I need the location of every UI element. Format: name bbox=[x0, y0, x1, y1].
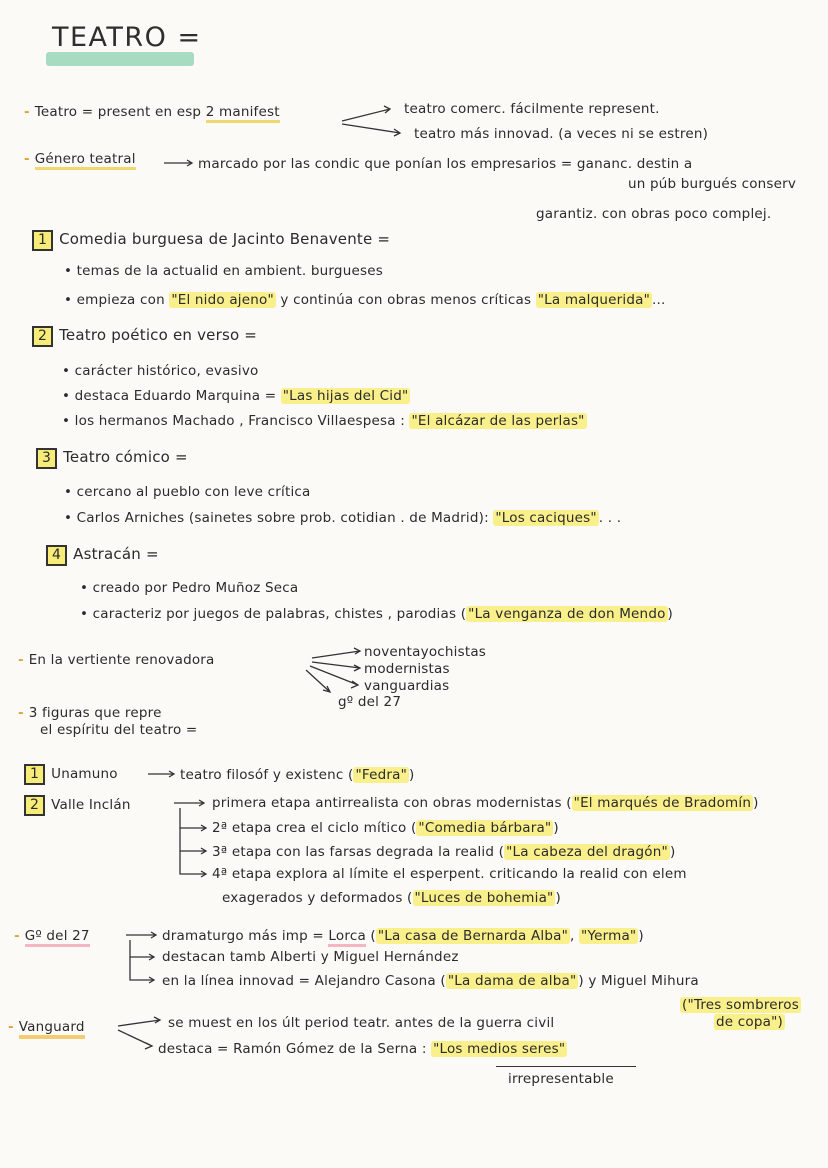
highlight-title: "La cabeza del dragón" bbox=[506, 844, 668, 860]
highlight-title: "Los medios seres" bbox=[433, 1041, 566, 1057]
highlight-title: "El nido ajeno" bbox=[171, 292, 274, 308]
figure-number: 2 bbox=[24, 795, 45, 816]
list-item: • caracteriz por juegos de palabras, chistes , parodias ( "La venganza de don Mendo ) bbox=[80, 606, 673, 623]
arrow bbox=[180, 808, 206, 831]
renov-option: modernistas bbox=[364, 661, 450, 677]
highlight-title: "La venganza de don Mendo bbox=[468, 606, 666, 622]
renov-option: vanguardias bbox=[364, 678, 450, 694]
highlight-title: "Luces de bohemia" bbox=[414, 890, 554, 906]
highlight-title: "Fedra" bbox=[355, 767, 408, 783]
branch-innovative: teatro más innovad. (a veces ni se estren) bbox=[414, 126, 709, 142]
arrow bbox=[174, 800, 204, 806]
vanguard-label: - Vanguard bbox=[8, 1019, 85, 1036]
dash-bullet: - bbox=[24, 104, 35, 120]
arrow bbox=[130, 940, 154, 960]
page-title: TEATRO = bbox=[52, 22, 202, 53]
figure-valle-inclan: 2 Valle Inclán bbox=[24, 795, 131, 816]
section-2-heading bbox=[32, 326, 257, 347]
arrow bbox=[306, 670, 330, 692]
arrow bbox=[118, 1030, 152, 1049]
title-highlight bbox=[46, 52, 194, 66]
figure-unamuno: 1 Unamuno bbox=[24, 764, 118, 785]
arrow bbox=[118, 1017, 160, 1026]
list-item: • los hermanos Machado , Francisco Villaespesa : "El alcázar de las perlas" bbox=[62, 413, 587, 430]
list-item: • empieza con "El nido ajeno" y continúa con obras menos críticas "La malquerida" ... bbox=[64, 292, 665, 309]
section-number: 2 bbox=[32, 326, 53, 347]
highlight-title: "La dama de alba" bbox=[447, 973, 577, 989]
g27-line-1: dramaturgo más imp = Lorca ( "La casa de Bernarda Alba" , "Yerma" ) bbox=[162, 928, 644, 945]
arrow bbox=[312, 662, 360, 671]
branch-commercial: teatro comerc. fácilmente represent. bbox=[404, 101, 660, 117]
section-4-heading bbox=[46, 545, 159, 566]
intro-line-2 bbox=[24, 151, 136, 168]
stage-4: 4ª etapa explora al límite el esperpent. criticando la realid con elem bbox=[212, 866, 687, 882]
arrow bbox=[312, 648, 360, 658]
list-item: • creado por Pedro Muñoz Seca bbox=[80, 580, 298, 597]
arrow bbox=[130, 957, 154, 983]
section-title: Teatro poético en verso = bbox=[59, 326, 258, 344]
divider bbox=[496, 1066, 636, 1067]
section-title: Comedia burguesa de Jacinto Benavente = bbox=[59, 230, 391, 248]
section-number: 1 bbox=[32, 230, 53, 251]
section-1-heading bbox=[32, 230, 390, 251]
vanguard-line-2: destaca = Ramón Gómez de la Serna : "Los medios seres" bbox=[158, 1041, 566, 1057]
intro-text: Teatro = present en esp bbox=[34, 104, 202, 120]
intro-manifest: 2 manifest bbox=[206, 104, 280, 123]
list-item: • temas de la actualid en ambient. burgueses bbox=[64, 263, 383, 280]
unamuno-text: teatro filosóf y existenc ( "Fedra" ) bbox=[180, 767, 415, 783]
arrow bbox=[342, 106, 390, 121]
highlight-title: "La malquerida" bbox=[537, 292, 650, 308]
highlight-title: "Las hijas del Cid" bbox=[282, 388, 409, 404]
list-item: • carácter histórico, evasivo bbox=[62, 363, 259, 380]
renovadora-label: - En la vertiente renovadora bbox=[18, 652, 215, 668]
highlight-title: "Yerma" bbox=[581, 928, 637, 944]
section-title: Astracán = bbox=[73, 545, 159, 563]
list-item: • Carlos Arniches (sainetes sobre prob. cotidian . de Madrid): "Los caciques" . . . bbox=[64, 510, 621, 527]
genero-text: marcado por las condic que ponían los empresarios = gananc. destin a bbox=[198, 156, 693, 172]
g27-line-2: destacan tamb Alberti y Miguel Hernández bbox=[162, 949, 459, 965]
mihura-work-1: ("Tres sombreros bbox=[682, 997, 799, 1013]
highlight-title: "El alcázar de las perlas" bbox=[411, 413, 585, 429]
dash-bullet: - bbox=[24, 151, 35, 167]
arrow bbox=[180, 828, 206, 854]
arrow bbox=[164, 160, 192, 166]
intro-line-1 bbox=[24, 104, 280, 121]
figuras-line-1: - 3 figuras que repre bbox=[18, 705, 162, 721]
genero-text-2: un púb burgués conserv bbox=[628, 176, 797, 192]
stage-3: 3ª etapa con las farsas degrada la realid ( "La cabeza del dragón" ) bbox=[212, 844, 676, 860]
section-number: 4 bbox=[46, 545, 67, 566]
vanguard-line-1: se muest en los últ period teatr. antes de la guerra civil bbox=[168, 1015, 555, 1031]
vanguard-line-3: irrepresentable bbox=[508, 1071, 614, 1087]
highlight-title: "Los caciques" bbox=[495, 510, 597, 526]
genero-label: Género teatral bbox=[35, 151, 136, 170]
section-number: 3 bbox=[36, 448, 57, 469]
arrow bbox=[342, 124, 400, 136]
mihura-work-2: de copa") bbox=[716, 1014, 783, 1030]
list-item: • cercano al pueblo con leve crítica bbox=[64, 484, 311, 501]
figuras-line-2: el espíritu del teatro = bbox=[40, 722, 198, 738]
g27-label: - Gº del 27 bbox=[14, 928, 90, 945]
stage-4-cont: exagerados y deformados ( "Luces de bohemia" ) bbox=[222, 890, 561, 906]
highlight-title: "El marqués de Bradomín bbox=[573, 795, 752, 811]
genero-text-3: garantiz. con obras poco complej. bbox=[536, 206, 772, 222]
g27-line-3: en la línea innovad = Alejandro Casona ( "La dama de alba" ) y Miguel Mihura bbox=[162, 973, 699, 989]
arrow bbox=[126, 932, 156, 938]
section-title: Teatro cómico = bbox=[63, 448, 188, 466]
arrow bbox=[180, 851, 206, 877]
list-item: • destaca Eduardo Marquina = "Las hijas del Cid" bbox=[62, 388, 410, 405]
figure-number: 1 bbox=[24, 764, 45, 785]
stage-1: primera etapa antirrealista con obras modernistas ( "El marqués de Bradomín ) bbox=[212, 795, 759, 811]
arrow bbox=[148, 771, 174, 777]
section-3-heading bbox=[36, 448, 188, 469]
highlight-title: "Comedia bárbara" bbox=[418, 820, 552, 836]
renov-option: noventayochistas bbox=[364, 644, 487, 660]
stage-2: 2ª etapa crea el ciclo mítico ( "Comedia bárbara" ) bbox=[212, 820, 559, 836]
renov-option: gº del 27 bbox=[338, 694, 402, 710]
highlight-title: "La casa de Bernarda Alba" bbox=[377, 928, 569, 944]
arrow bbox=[310, 666, 358, 688]
